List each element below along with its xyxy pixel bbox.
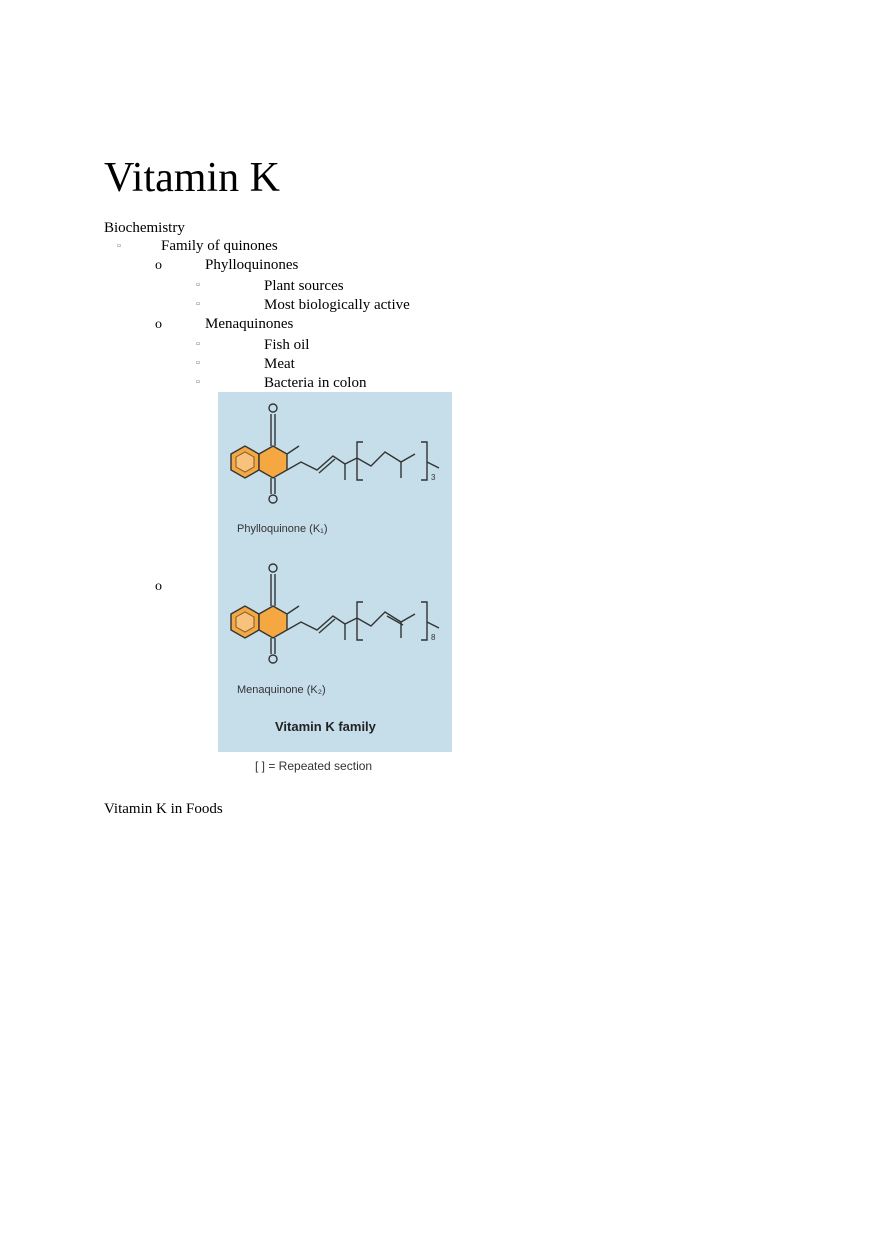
page-title: Vitamin K [104, 155, 280, 201]
figure-legend: [ ] = Repeated section [255, 759, 373, 773]
vitamin-k-family-figure [205, 392, 470, 782]
square-bullet-icon: ▫ [196, 376, 200, 388]
square-bullet-icon: ▫ [117, 240, 121, 252]
figure-background [218, 392, 452, 752]
phylloquinone-label: Phylloquinone (K₁) [237, 523, 328, 535]
list-item-most-biologically-active: Most biologically active [264, 297, 410, 313]
section-heading-foods: Vitamin K in Foods [104, 801, 223, 817]
circle-bullet-icon: o [155, 579, 162, 594]
circle-bullet-icon: o [155, 317, 162, 332]
section-heading: Biochemistry [104, 220, 185, 236]
list-item-plant-sources: Plant sources [264, 278, 344, 294]
list-item-family-of-quinones: Family of quinones [161, 238, 278, 254]
list-item-bacteria-in-colon: Bacteria in colon [264, 375, 367, 391]
list-item-meat: Meat [264, 356, 295, 372]
list-item-menaquinones: Menaquinones [205, 316, 294, 332]
square-bullet-icon: ▫ [196, 298, 200, 310]
menaquinone-label: Menaquinone (K₂) [237, 684, 326, 696]
circle-bullet-icon: o [155, 258, 162, 273]
square-bullet-icon: ▫ [196, 279, 200, 291]
list-item-fish-oil: Fish oil [264, 337, 310, 353]
list-item-phylloquinones: Phylloquinones [205, 257, 299, 273]
k2-repeat-count: 8 [431, 633, 436, 642]
figure-caption: Vitamin K family [275, 719, 376, 734]
square-bullet-icon: ▫ [196, 357, 200, 369]
k1-repeat-count: 3 [431, 473, 436, 482]
square-bullet-icon: ▫ [196, 338, 200, 350]
